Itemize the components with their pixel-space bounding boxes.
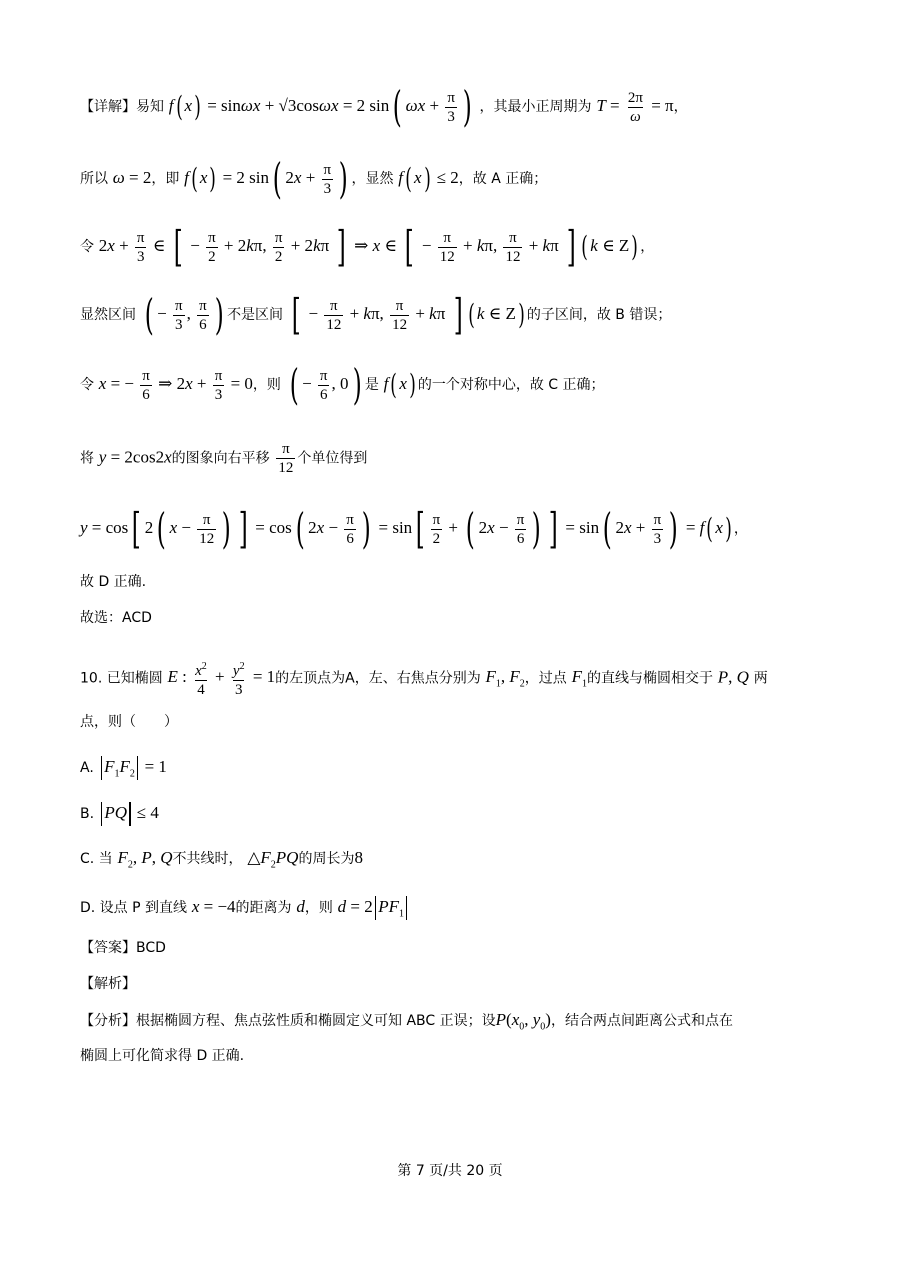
detail-line-7: y = cos[ 2( x − $\frac{\pi}{12}$ ) ] = cos( 2x − $\frac{\pi}{6}$ ) = sin[ $\frac{\pi}{2}$ + ( 2x − $\frac{\pi}{6}$ ) ] = sin( 2x + $\frac{\pi}{3}$ ) = f( x) ， bbox=[80, 504, 748, 553]
detail-line-6: 将 y = 2cos2x的图象向右平移 $\frac{\pi}{12}$ 个单位得到 bbox=[80, 441, 368, 476]
page-footer: 第 7 页/共 20 页 bbox=[397, 1163, 503, 1179]
detail-line-3: 令 2x + $\frac{\pi}{3}$ ∈ [ − $\frac{\pi}{2}$ + 2kπ, $\frac{\pi}{2}$ + 2kπ ] ⇒ x ∈ [ − $\frac{\pi}{12}$ + kπ, $\frac{\pi}{12}$ + kπ ] ( k ∈ Z) ， bbox=[80, 222, 655, 271]
conclusion-d: 故 D 正确. bbox=[80, 574, 147, 590]
question-10: 10. 已知椭圆 E : $\frac{x^2}{4}$ + $\frac{y^2}{3}$ = 1的左顶点为A，左、右焦点分别为 $F_1$, $F_2$，过点 $F_1$的直线与椭圆相交于 P, Q 两 bbox=[80, 661, 768, 698]
question-10-cont: 点，则（ ） bbox=[80, 714, 178, 730]
option-c: C. 当 $F_2$, P, Q不共线时， $\triangle F_2PQ$的周长为8 bbox=[80, 848, 363, 871]
detail-label: 【详解】 bbox=[80, 98, 136, 115]
analysis-line-2: 椭圆上可化简求得 D 正确. bbox=[80, 1048, 245, 1064]
option-d: D. 设点 P 到直线 x = −4的距离为 d，则 d = 2 $PF_1$ bbox=[80, 896, 820, 924]
analysis-line: 【分析】根据椭圆方程、焦点弦性质和椭圆定义可知 ABC 正误；设$P(x_0$, $y_0$)，结合两点间距离公式和点在 bbox=[80, 1010, 733, 1033]
option-a: A. $F_1F_2 = 1$ bbox=[80, 756, 167, 780]
jiexi-label: 【解析】 bbox=[80, 976, 136, 992]
option-b: B. PQ ≤ 4 bbox=[80, 802, 820, 826]
final-choice: 故选：ACD bbox=[80, 610, 152, 626]
detail-line-1: 【详解】易知 f( x) = sinωx + √3cosωx = 2 sin( ωx + $\frac{\pi}{3}$ ) ，其最小正周期为 T = $\frac{2\pi}{\omega}$ = π， bbox=[80, 82, 688, 131]
detail-line-5: 令 x = − $\frac{\pi}{6}$ ⇒ 2x + $\frac{\pi}{3}$ = 0，则 ( − $\frac{\pi}{6}$ , 0) 是 f( x) 的一个对称中心，故 C 正确； bbox=[80, 360, 605, 409]
math-f-expression: f( x) = sinωx + √3cosωx = 2 sin( ωx + $\frac{\pi}{3}$ ) bbox=[168, 82, 472, 131]
detail-line-2: 所以 ω = 2，即 f( x) = 2 sin( 2x + $\frac{\pi}{3}$ ) ，显然 f( x) ≤ 2，故 A 正确； bbox=[80, 154, 548, 203]
answer-line: 【答案】BCD bbox=[80, 940, 166, 956]
detail-line-4: 显然区间 ( − $\frac{\pi}{3}$ , $\frac{\pi}{6}$ ) 不是区间 [ − $\frac{\pi}{12}$ + kπ, $\frac{\pi}{12}$ + kπ ] ( k ∈ Z) 的子区间，故 B 错误； bbox=[80, 290, 672, 339]
